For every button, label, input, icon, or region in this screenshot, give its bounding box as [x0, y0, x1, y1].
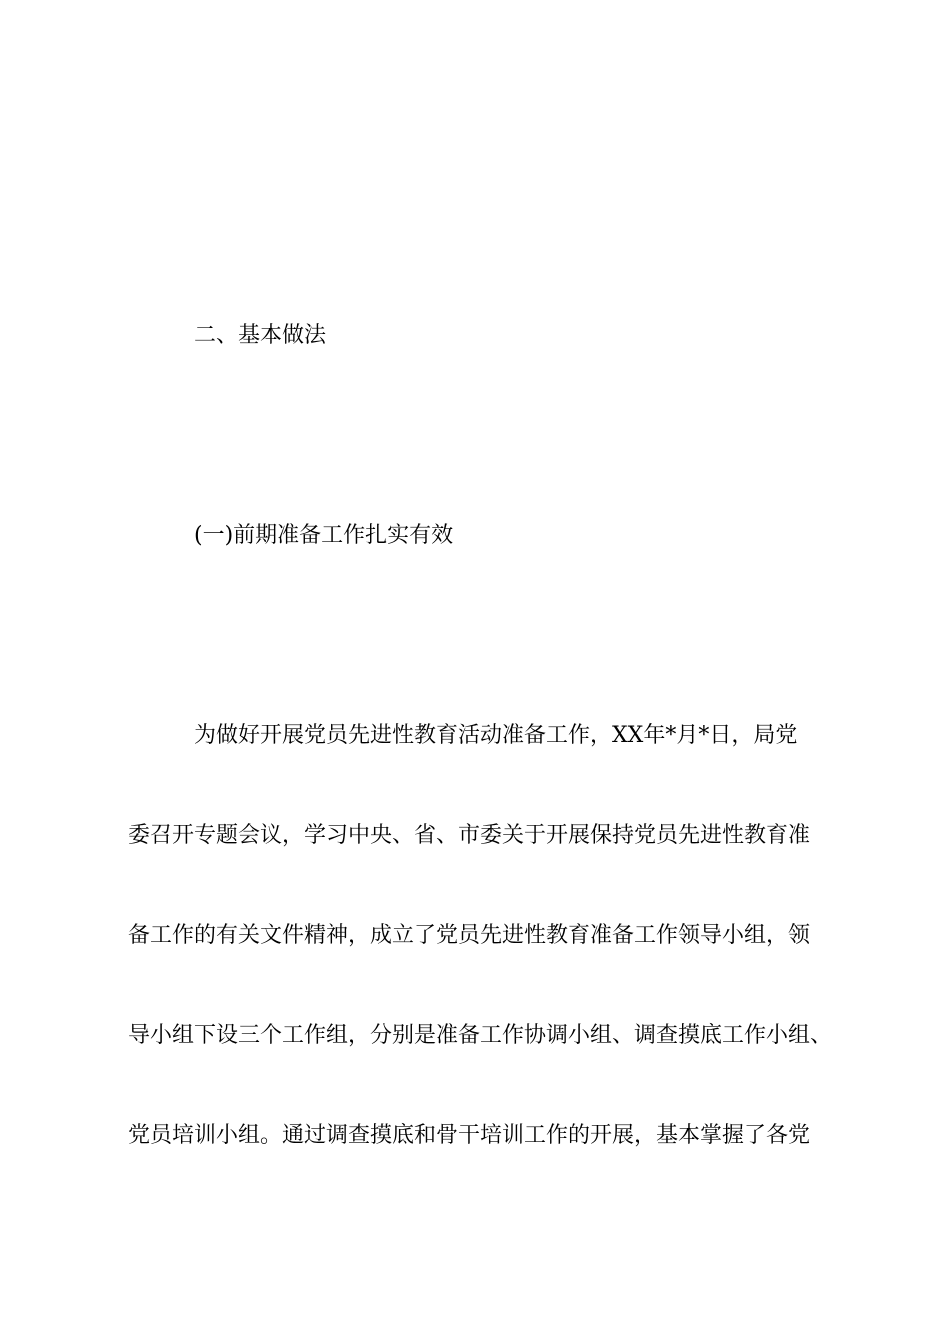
paragraph-line: 备工作的有关文件精神，成立了党员先进性教育准备工作领导小组，领 [128, 923, 811, 948]
paragraph-line: 党员培训小组。通过调查摸底和骨干培训工作的开展，基本掌握了各党 [128, 1123, 811, 1148]
paragraph-line: 为做好开展党员先进性教育活动准备工作，XX年*月*日，局党 [194, 723, 798, 748]
paragraph-line: 导小组下设三个工作组，分别是准备工作协调小组、调查摸底工作小组、 [128, 1023, 833, 1048]
subsection-heading: (一)前期准备工作扎实有效 [194, 523, 454, 548]
section-heading: 二、基本做法 [194, 323, 327, 348]
paragraph-line: 委召开专题会议，学习中央、省、市委关于开展保持党员先进性教育准 [128, 823, 811, 848]
